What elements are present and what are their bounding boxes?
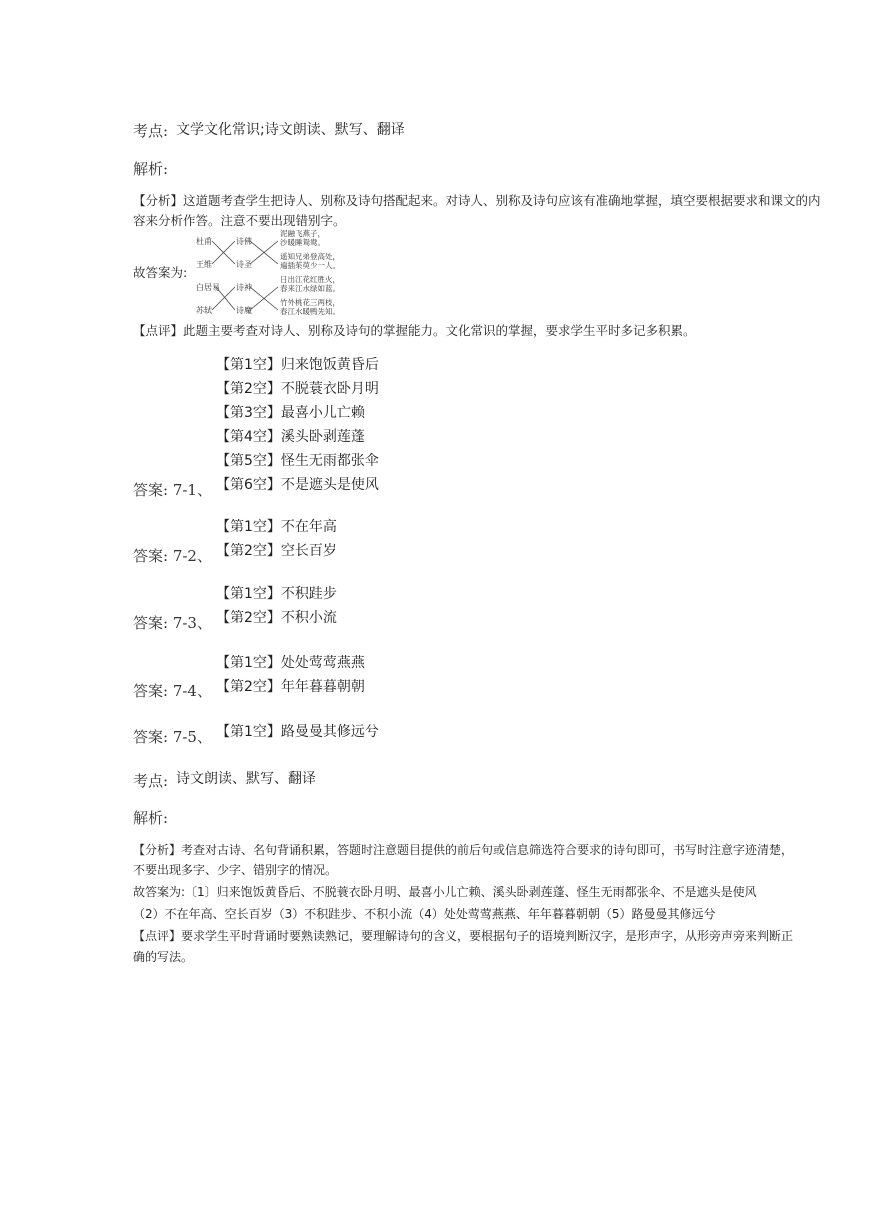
poem-line: 竹外桃花三两枝， xyxy=(280,298,340,307)
answer-label-7-3: 答案: 7-3、 xyxy=(133,614,212,632)
title-shifo: 诗佛 xyxy=(236,237,252,246)
kaodian-value: 文学文化常识;诗文朗读、默写、翻译 xyxy=(176,122,405,138)
blank-7-1-3: 【第3空】最喜小儿亡赖 xyxy=(216,405,365,421)
answer-label-7-4: 答案: 7-4、 xyxy=(133,682,212,700)
poem-line: 泥融飞燕子， xyxy=(280,229,325,238)
blank-7-4-1: 【第1空】处处莺莺燕燕 xyxy=(216,655,365,671)
poem-line: 春江水暖鸭先知。 xyxy=(280,307,340,316)
kaodian-label: 考点: xyxy=(133,122,169,140)
blank-7-1-1: 【第1空】归来饱饭黄昏后 xyxy=(216,357,379,373)
fenxi-line-2: 容来分析作答。注意不要出现错别字。 xyxy=(133,213,346,228)
poet-baijuyi: 白居易 xyxy=(196,283,220,292)
answer2-line-1: 故答案为:〔1〕归来饱饭黄昏后、不脱蓑衣卧月明、最喜小儿亡赖、溪头卧剥莲蓬、怪生无雨都张伞、不是遮头是使风 xyxy=(133,885,757,899)
poem-line: 春来江水绿如蓝。 xyxy=(280,284,340,293)
blank-7-2-2: 【第2空】空长百岁 xyxy=(216,543,337,559)
dianping2-line-1: 【点评】要求学生平时背诵时要熟读熟记，要理解诗句的含义，要根据句子的语境判断汉字，是形声字，从形旁声旁来判断正 xyxy=(133,929,794,943)
fenxi-line-1: 【分析】这道题考查学生把诗人、别称及诗句搭配起来。对诗人、别称及诗句应该有准确地掌握，填空要根据要求和课文的内 xyxy=(133,193,821,208)
poet-dufu: 杜甫 xyxy=(196,237,212,246)
jiexi-label: 解析: xyxy=(133,160,169,178)
blank-7-3-1: 【第1空】不积跬步 xyxy=(216,586,337,602)
blank-7-1-6: 【第6空】不是遮头是使风 xyxy=(216,477,379,493)
answer-label: 故答案为: xyxy=(133,265,188,280)
answer-label-7-1: 答案: 7-1、 xyxy=(133,481,212,499)
blank-7-4-2: 【第2空】年年暮暮朝朝 xyxy=(216,679,365,695)
dianping2-line-2: 确的写法。 xyxy=(133,950,194,964)
dianping: 【点评】此题主要考查对诗人、别称及诗句的掌握能力。文化常识的掌握，要求学生平时多记多积累。 xyxy=(133,323,696,338)
title-shimo: 诗魔 xyxy=(236,306,252,315)
poet-sushi: 苏轼 xyxy=(196,306,212,315)
answer2-line-2: （2）不在年高、空长百岁（3）不积跬步、不积小流（4）处处莺莺燕燕、年年暮暮朝朝（5）路曼曼其修远兮 xyxy=(133,907,716,921)
title-shisheng: 诗圣 xyxy=(236,260,252,269)
blank-7-5-1: 【第1空】路曼曼其修远兮 xyxy=(216,724,379,740)
answer-label-7-5: 答案: 7-5、 xyxy=(133,728,212,746)
blank-7-1-5: 【第5空】怪生无雨都张伞 xyxy=(216,453,379,469)
poem-line: 遥知兄弟登高处， xyxy=(280,252,340,261)
poem-line: 遍插茱萸少一人。 xyxy=(280,261,340,270)
answer-label-7-2: 答案: 7-2、 xyxy=(133,547,212,565)
kaodian-value-2: 诗文朗读、默写、翻译 xyxy=(176,771,316,787)
matching-lines xyxy=(190,228,290,320)
blank-7-2-1: 【第1空】不在年高 xyxy=(216,519,337,535)
jiexi-label-2: 解析: xyxy=(133,809,169,827)
poem-line: 日出江花红胜火， xyxy=(280,275,340,284)
blank-7-1-4: 【第4空】溪头卧剥莲蓬 xyxy=(216,429,365,445)
blank-7-3-2: 【第2空】不积小流 xyxy=(216,610,337,626)
blank-7-1-2: 【第2空】不脱蓑衣卧月明 xyxy=(216,381,379,397)
fenxi2-line-1: 【分析】考查对古诗、名句背诵积累，答题时注意题目提供的前后句或信息筛选符合要求的诗句即可，书写时注意字迹清楚， xyxy=(133,843,794,857)
fenxi2-line-2: 不要出现多字、少字、错别字的情况。 xyxy=(133,863,338,877)
poem-line: 沙暖睡鸳鸯。 xyxy=(280,238,325,247)
poet-wangwei: 王维 xyxy=(196,260,212,269)
title-shishen: 诗神 xyxy=(236,283,252,292)
kaodian-label-2: 考点: xyxy=(133,772,169,790)
